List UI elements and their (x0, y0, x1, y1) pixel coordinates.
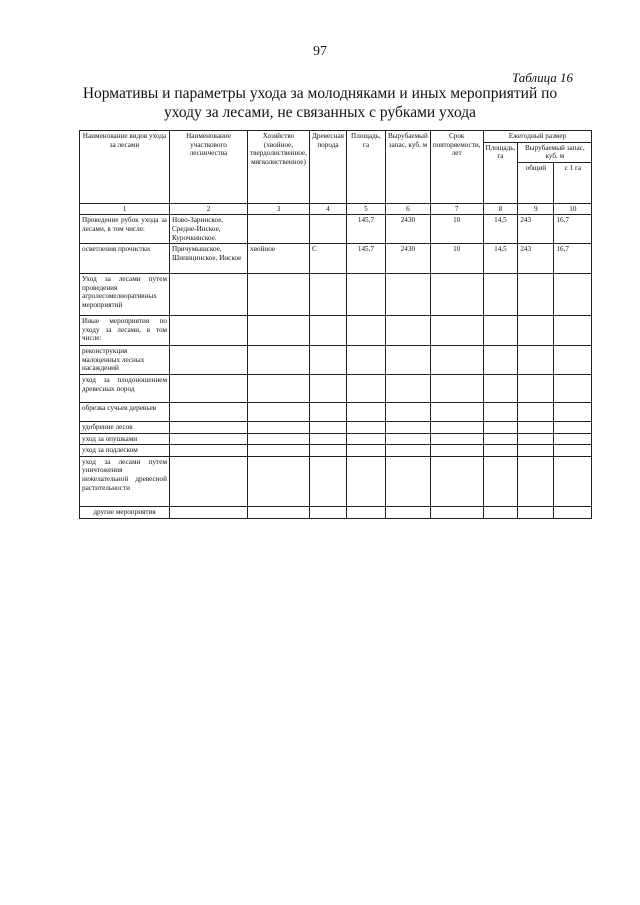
column-number: 6 (385, 203, 430, 215)
period-cell: 10 (430, 215, 483, 244)
header-species: Древесная порода (310, 131, 347, 204)
area-cell: 145,7 (346, 215, 385, 244)
table-row (80, 374, 592, 402)
header-area: Площадь, га (346, 131, 385, 204)
economy-cell (248, 215, 310, 244)
forestry-cell: Причумышское, Шипицинское, Инское (170, 244, 248, 274)
annual-total-cell: 243 (518, 244, 554, 274)
work-type-cell: Иные мероприятия по уходу за лесами, в том числе: (80, 316, 170, 346)
species-cell: С (310, 244, 347, 274)
annual-area-cell: 14,5 (483, 244, 518, 274)
header-forestry: Наименование участкового лесничества (170, 131, 248, 204)
document-title: Нормативы и параметры ухода за молодняками и иных мероприятий по уходу за лесами, не связанных с рубками ухода (82, 85, 558, 121)
column-number: 8 (483, 203, 518, 215)
norms-table (79, 130, 592, 519)
table-row (80, 316, 592, 346)
header-per-ha: с 1 га (554, 162, 592, 203)
page-number: 97 (313, 44, 327, 59)
work-type-cell: реконструкция малоценных лесных насаждений (80, 346, 170, 375)
annual-per-ha-cell: 16,7 (554, 244, 592, 274)
header-work-type: Наименование видов ухода за лесами (80, 131, 170, 204)
table-row (80, 445, 592, 457)
work-type-cell: обрезка сучьев деревьев (80, 402, 170, 421)
header-stock: Вырубаемый запас, куб. м (385, 131, 430, 204)
column-number: 5 (346, 203, 385, 215)
work-type-cell: осветления прочистки (80, 244, 170, 274)
work-type-cell: уход за опушками (80, 433, 170, 445)
work-type-cell: другие мероприятия (80, 506, 170, 518)
work-type-cell: уход за плодоношением древесных пород (80, 374, 170, 402)
column-number: 7 (430, 203, 483, 215)
period-cell: 10 (430, 244, 483, 274)
table-row (80, 433, 592, 445)
annual-per-ha-cell: 16,7 (554, 215, 592, 244)
annual-total-cell: 243 (518, 215, 554, 244)
annual-area-cell: 14,5 (483, 215, 518, 244)
column-number: 4 (310, 203, 347, 215)
table-row (80, 421, 592, 433)
header-annual-area: Площадь, га (483, 142, 518, 203)
column-number: 1 (80, 203, 170, 215)
column-number: 3 (248, 203, 310, 215)
work-type-cell: Уход за лесами путем проведения агролесомелиоративных мероприятий (80, 274, 170, 316)
table-row (80, 506, 592, 518)
column-number: 10 (554, 203, 592, 215)
table-row (80, 215, 592, 244)
table-row (80, 346, 592, 375)
header-total: общий (518, 162, 554, 203)
table-row (80, 244, 592, 274)
work-type-cell: удобрение лесов (80, 421, 170, 433)
work-type-cell: уход за лесами путем уничтожения нежелательной древесной растительности (80, 456, 170, 506)
stock-cell: 2430 (385, 244, 430, 274)
economy-cell: хвойное (248, 244, 310, 274)
table-row (80, 456, 592, 506)
header-period: Срок повторяемости, лет (430, 131, 483, 204)
column-number: 9 (518, 203, 554, 215)
column-number-row (80, 203, 592, 215)
forestry-cell: Ново-Заринское, Средне-Инское, Курочкинское. (170, 215, 248, 244)
column-number: 2 (170, 203, 248, 215)
stock-cell: 2430 (385, 215, 430, 244)
header-annual-size: Ежегодный размер (483, 131, 592, 143)
header-economy: Хозяйство (хвойное, твердолиственное, мягколиственное) (248, 131, 310, 204)
header-harvest-stock: Вырубаемый запас, куб. м (518, 142, 592, 162)
work-type-cell: Проведение рубок ухода за лесами, в том числе: (80, 215, 170, 244)
table-label: Таблица 16 (511, 70, 573, 85)
table-row (80, 274, 592, 316)
area-cell: 145,7 (346, 244, 385, 274)
work-type-cell: уход за подлеском (80, 445, 170, 457)
table-row (80, 402, 592, 421)
species-cell (310, 215, 347, 244)
